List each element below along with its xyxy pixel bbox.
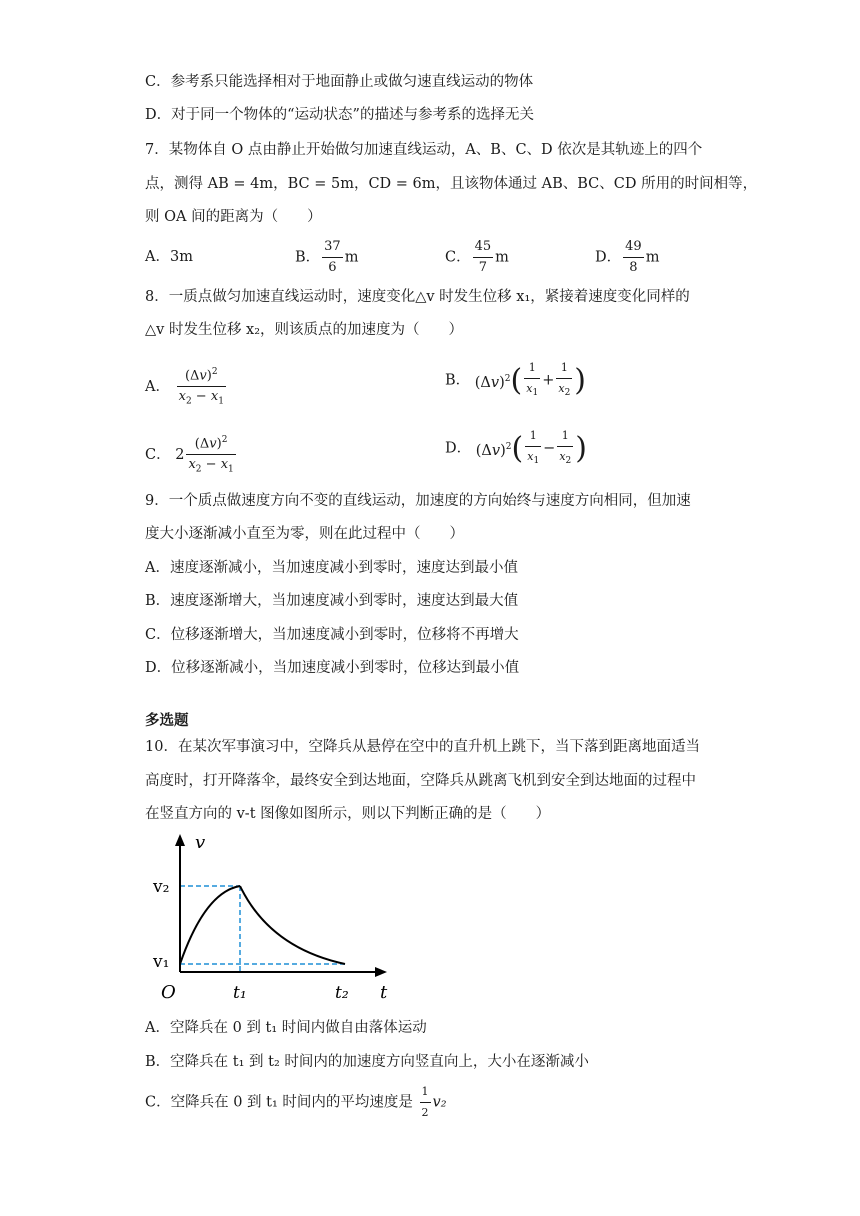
t-axis-label: t xyxy=(380,982,388,1003)
v-t-graph xyxy=(145,830,405,1010)
q7-option-d: D． $\frac{49}{8}$ m xyxy=(595,237,659,278)
q10-stem-line1: 10．在某次军事演习中，空降兵从悬停在空中的直升机上跳下，当下落到距离地面适当 xyxy=(145,739,700,755)
fraction: $\frac{49}{8}$ xyxy=(623,237,644,278)
q7-option-a: A．3m xyxy=(145,249,193,265)
q8-option-a: A． $\frac{(\Delta v)^2}{x_2 - x_1}$ xyxy=(145,362,228,412)
v-axis-label: v xyxy=(195,832,206,853)
decelerating-curve xyxy=(240,886,345,964)
q10-option-a: A．空降兵在 0 到 t₁ 时间内做自由落体运动 xyxy=(145,1020,427,1036)
q8-option-b: B． $(\Delta v)^2$( $\frac{1}{x_1}$ + $\frac{1}{x_2}$ ) xyxy=(445,358,586,403)
q10-stem-line3: 在竖直方向的 v-t 图像如图所示，则以下判断正确的是（ ） xyxy=(145,806,551,822)
q9-stem-line1: 9．一个质点做速度方向不变的直线运动，加速度的方向始终与速度方向相同，但加速 xyxy=(145,493,691,509)
v2-label: v₂ xyxy=(153,877,170,897)
formula-fraction: $\frac{(\Delta v)^2}{x_2 - x_1}$ xyxy=(177,362,226,412)
section-title: 多选题 xyxy=(145,713,189,729)
q9-stem-line2: 度大小逐渐减小直至为零，则在此过程中（ ） xyxy=(145,526,464,542)
q10-option-b: B．空降兵在 t₁ 到 t₂ 时间内的加速度方向竖直向上，大小在逐渐减小 xyxy=(145,1054,589,1070)
fraction: $\frac{45}{7}$ xyxy=(473,237,494,278)
fraction: $\frac{1}{2}$ xyxy=(420,1082,431,1123)
v-axis-arrow xyxy=(175,834,185,846)
t-axis-arrow xyxy=(375,967,387,977)
q8-stem-line2: △v 时发生位移 x₂，则该质点的加速度为（ ） xyxy=(145,322,464,338)
q7-stem-line3: 则 OA 间的距离为（ ） xyxy=(145,209,322,225)
q7-stem-line2: 点，测得 AB = 4m，BC = 5m，CD = 6m，且该物体通过 AB、BC、CD 所用的时间相等， xyxy=(145,176,758,192)
t1-label: t₁ xyxy=(233,983,247,1003)
q7-stem-line1: 7．某物体自 O 点由静止开始做匀加速直线运动，A、B、C、D 依次是其轨迹上的四个 xyxy=(145,142,703,158)
q7-option-b: B． $\frac{37}{6}$ m xyxy=(295,237,358,278)
q10-option-c: C．空降兵在 0 到 t₁ 时间内的平均速度是 $\frac{1}{2}$ v₂ xyxy=(145,1082,447,1123)
q10-stem-line2: 高度时，打开降落伞，最终安全到达地面，空降兵从跳离飞机到安全到达地面的过程中 xyxy=(145,773,696,789)
q9-option-a: A．速度逐渐减小，当加速度减小到零时，速度达到最小值 xyxy=(145,560,518,576)
t2-label: t₂ xyxy=(335,983,349,1003)
q6-option-c: C．参考系只能选择相对于地面静止或做匀速直线运动的物体 xyxy=(145,74,534,90)
q8-option-c: C． 2 $\frac{(\Delta v)^2}{x_2 - x_1}$ xyxy=(145,430,238,480)
fraction: $\frac{37}{6}$ xyxy=(322,237,343,278)
v1-label: v₁ xyxy=(153,952,170,972)
q8-option-d: D． $(\Delta v)^2$( $\frac{1}{x_1}$ − $\frac{1}{x_2}$ ) xyxy=(445,426,587,471)
q9-option-b: B．速度逐渐增大，当加速度减小到零时，速度达到最大值 xyxy=(145,593,519,609)
accelerating-curve xyxy=(180,886,240,964)
origin-label: O xyxy=(161,982,176,1003)
q6-option-d: D．对于同一个物体的“运动状态”的描述与参考系的选择无关 xyxy=(145,107,534,123)
formula-fraction: $\frac{(\Delta v)^2}{x_2 - x_1}$ xyxy=(186,430,235,480)
q9-option-d: D．位移逐渐减小，当加速度减小到零时，位移达到最小值 xyxy=(145,660,520,676)
q9-option-c: C．位移逐渐增大，当加速度减小到零时，位移将不再增大 xyxy=(145,627,519,643)
q7-option-c: C． $\frac{45}{7}$ m xyxy=(445,237,509,278)
q8-stem-line1: 8．一质点做匀加速直线运动时，速度变化△v 时发生位移 x₁，紧接着速度变化同样的 xyxy=(145,289,690,305)
